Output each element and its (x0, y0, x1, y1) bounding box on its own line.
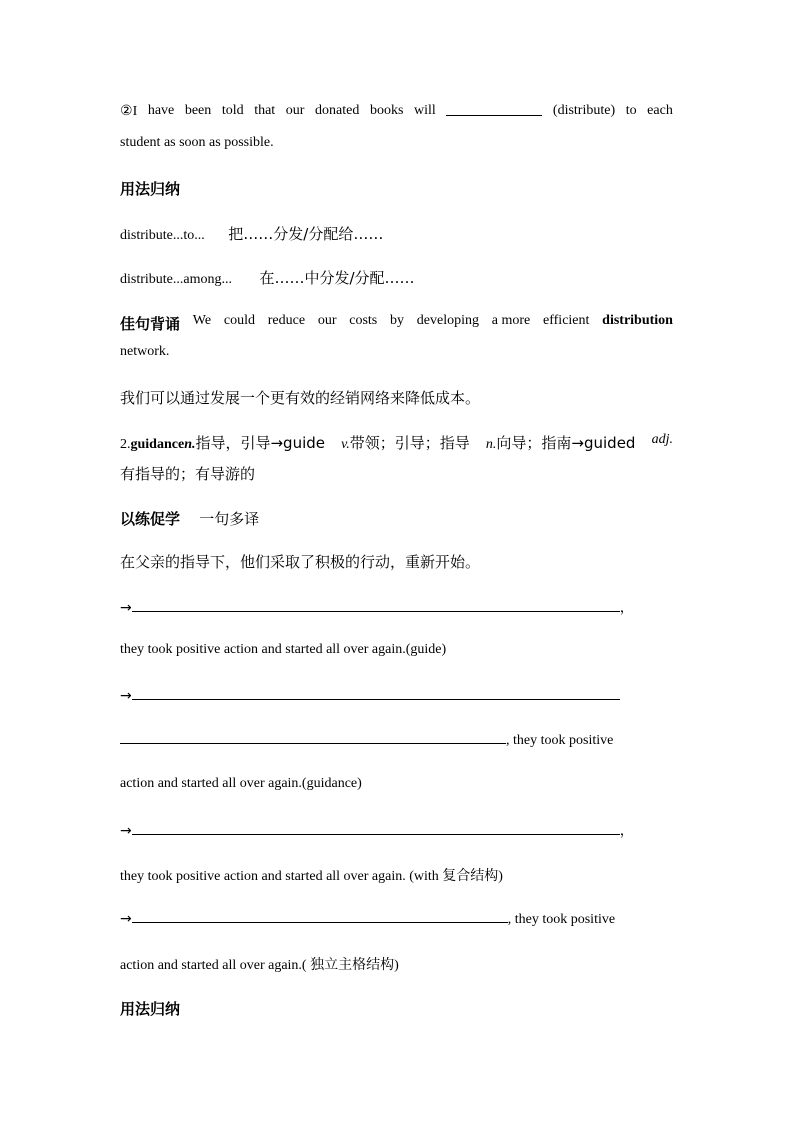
example-label: 佳句背诵 (120, 315, 181, 333)
word: each (647, 103, 673, 118)
word: our (285, 103, 305, 118)
usage-row (120, 223, 383, 244)
sentence-tail: , they took positive (506, 733, 614, 748)
keyword-bold: distribution (602, 313, 673, 328)
arrow-icon: → (120, 823, 132, 839)
translation-line-2b (120, 731, 613, 749)
word: our (317, 313, 337, 328)
usage-heading-2: 用法归纳 (120, 1000, 181, 1018)
word: books (369, 103, 404, 118)
word: reduce (267, 313, 306, 328)
comma: ， (619, 601, 634, 616)
answer-blank[interactable] (132, 687, 620, 700)
usage-en: distribute...among... (120, 272, 232, 287)
sentence-tail: they took positive action and started all over again. (with 复合结构) (120, 869, 503, 884)
item-distribute-line2: student as soon as possible. (120, 135, 274, 150)
translation-line-3 (120, 820, 634, 840)
sentence-tail: , they took positive (507, 912, 616, 927)
word: a more (491, 313, 531, 328)
usage-en: distribute...to... (120, 228, 205, 243)
translation-line-4-cont: action and started all over again.( 独立主格结构) (120, 958, 399, 973)
answer-blank[interactable] (132, 910, 508, 923)
word: told (221, 103, 244, 118)
word: will (413, 103, 436, 118)
usage-row (120, 267, 415, 288)
practice-prompt: 在父亲的指导下，他们采取了积极的行动，重新开始。 (120, 553, 481, 571)
word: We (192, 313, 212, 328)
word: donated (315, 103, 360, 118)
item-distribute-line1 (120, 103, 673, 120)
word: could (223, 313, 255, 328)
usage-cn: 在……中分发/分配…… (259, 269, 415, 287)
answer-blank[interactable] (132, 822, 620, 835)
pos-label: adj. (651, 432, 673, 447)
answer-blank[interactable] (132, 599, 620, 612)
word: been (184, 103, 212, 118)
arrow-icon: → (120, 600, 132, 616)
translation-line-2-cont: action and started all over again.(guidance) (120, 776, 362, 791)
item-guidance-line1 (120, 432, 673, 453)
item-guidance-head: 2.guidancen.指导，引导→guide (120, 434, 325, 452)
word: by (390, 313, 405, 328)
example-sentence-line1 (120, 313, 673, 334)
translation-line-1 (120, 597, 634, 617)
item-marker-word: ②I (120, 104, 138, 119)
practice-heading (120, 508, 259, 529)
item-guidance-verb: v.带领；引导；指导 (341, 434, 470, 452)
word: have (147, 103, 175, 118)
answer-blank[interactable] (446, 103, 542, 116)
word: that (254, 103, 276, 118)
translation-line-2 (120, 687, 620, 705)
usage-heading: 用法归纳 (120, 180, 181, 198)
translation-line-1-cont: they took positive action and started all over again.(guide) (120, 642, 447, 657)
practice-sub: 一句多译 (199, 510, 260, 528)
word: efficient (543, 313, 590, 328)
word: developing (416, 313, 479, 328)
item-guidance-line2: 有指导的；有导游的 (120, 465, 256, 483)
usage-cn: 把……分发/分配给…… (228, 225, 384, 243)
arrow-icon: → (120, 911, 132, 927)
comma: ， (619, 824, 634, 839)
word: to (625, 103, 637, 118)
example-sentence-line2: network. (120, 344, 170, 359)
answer-blank[interactable] (120, 731, 506, 744)
word: costs (349, 313, 378, 328)
practice-label: 以练促学 (120, 510, 181, 528)
arrow-icon: → (120, 688, 132, 704)
hint-text: (distribute) (552, 103, 616, 118)
translation-line-3-cont (120, 865, 503, 885)
translation-line-4 (120, 910, 615, 928)
item-guidance-noun: n.向导；指南→guided (485, 434, 636, 452)
example-translation: 我们可以通过发展一个更有效的经销网络来降低成本。 (120, 389, 481, 407)
